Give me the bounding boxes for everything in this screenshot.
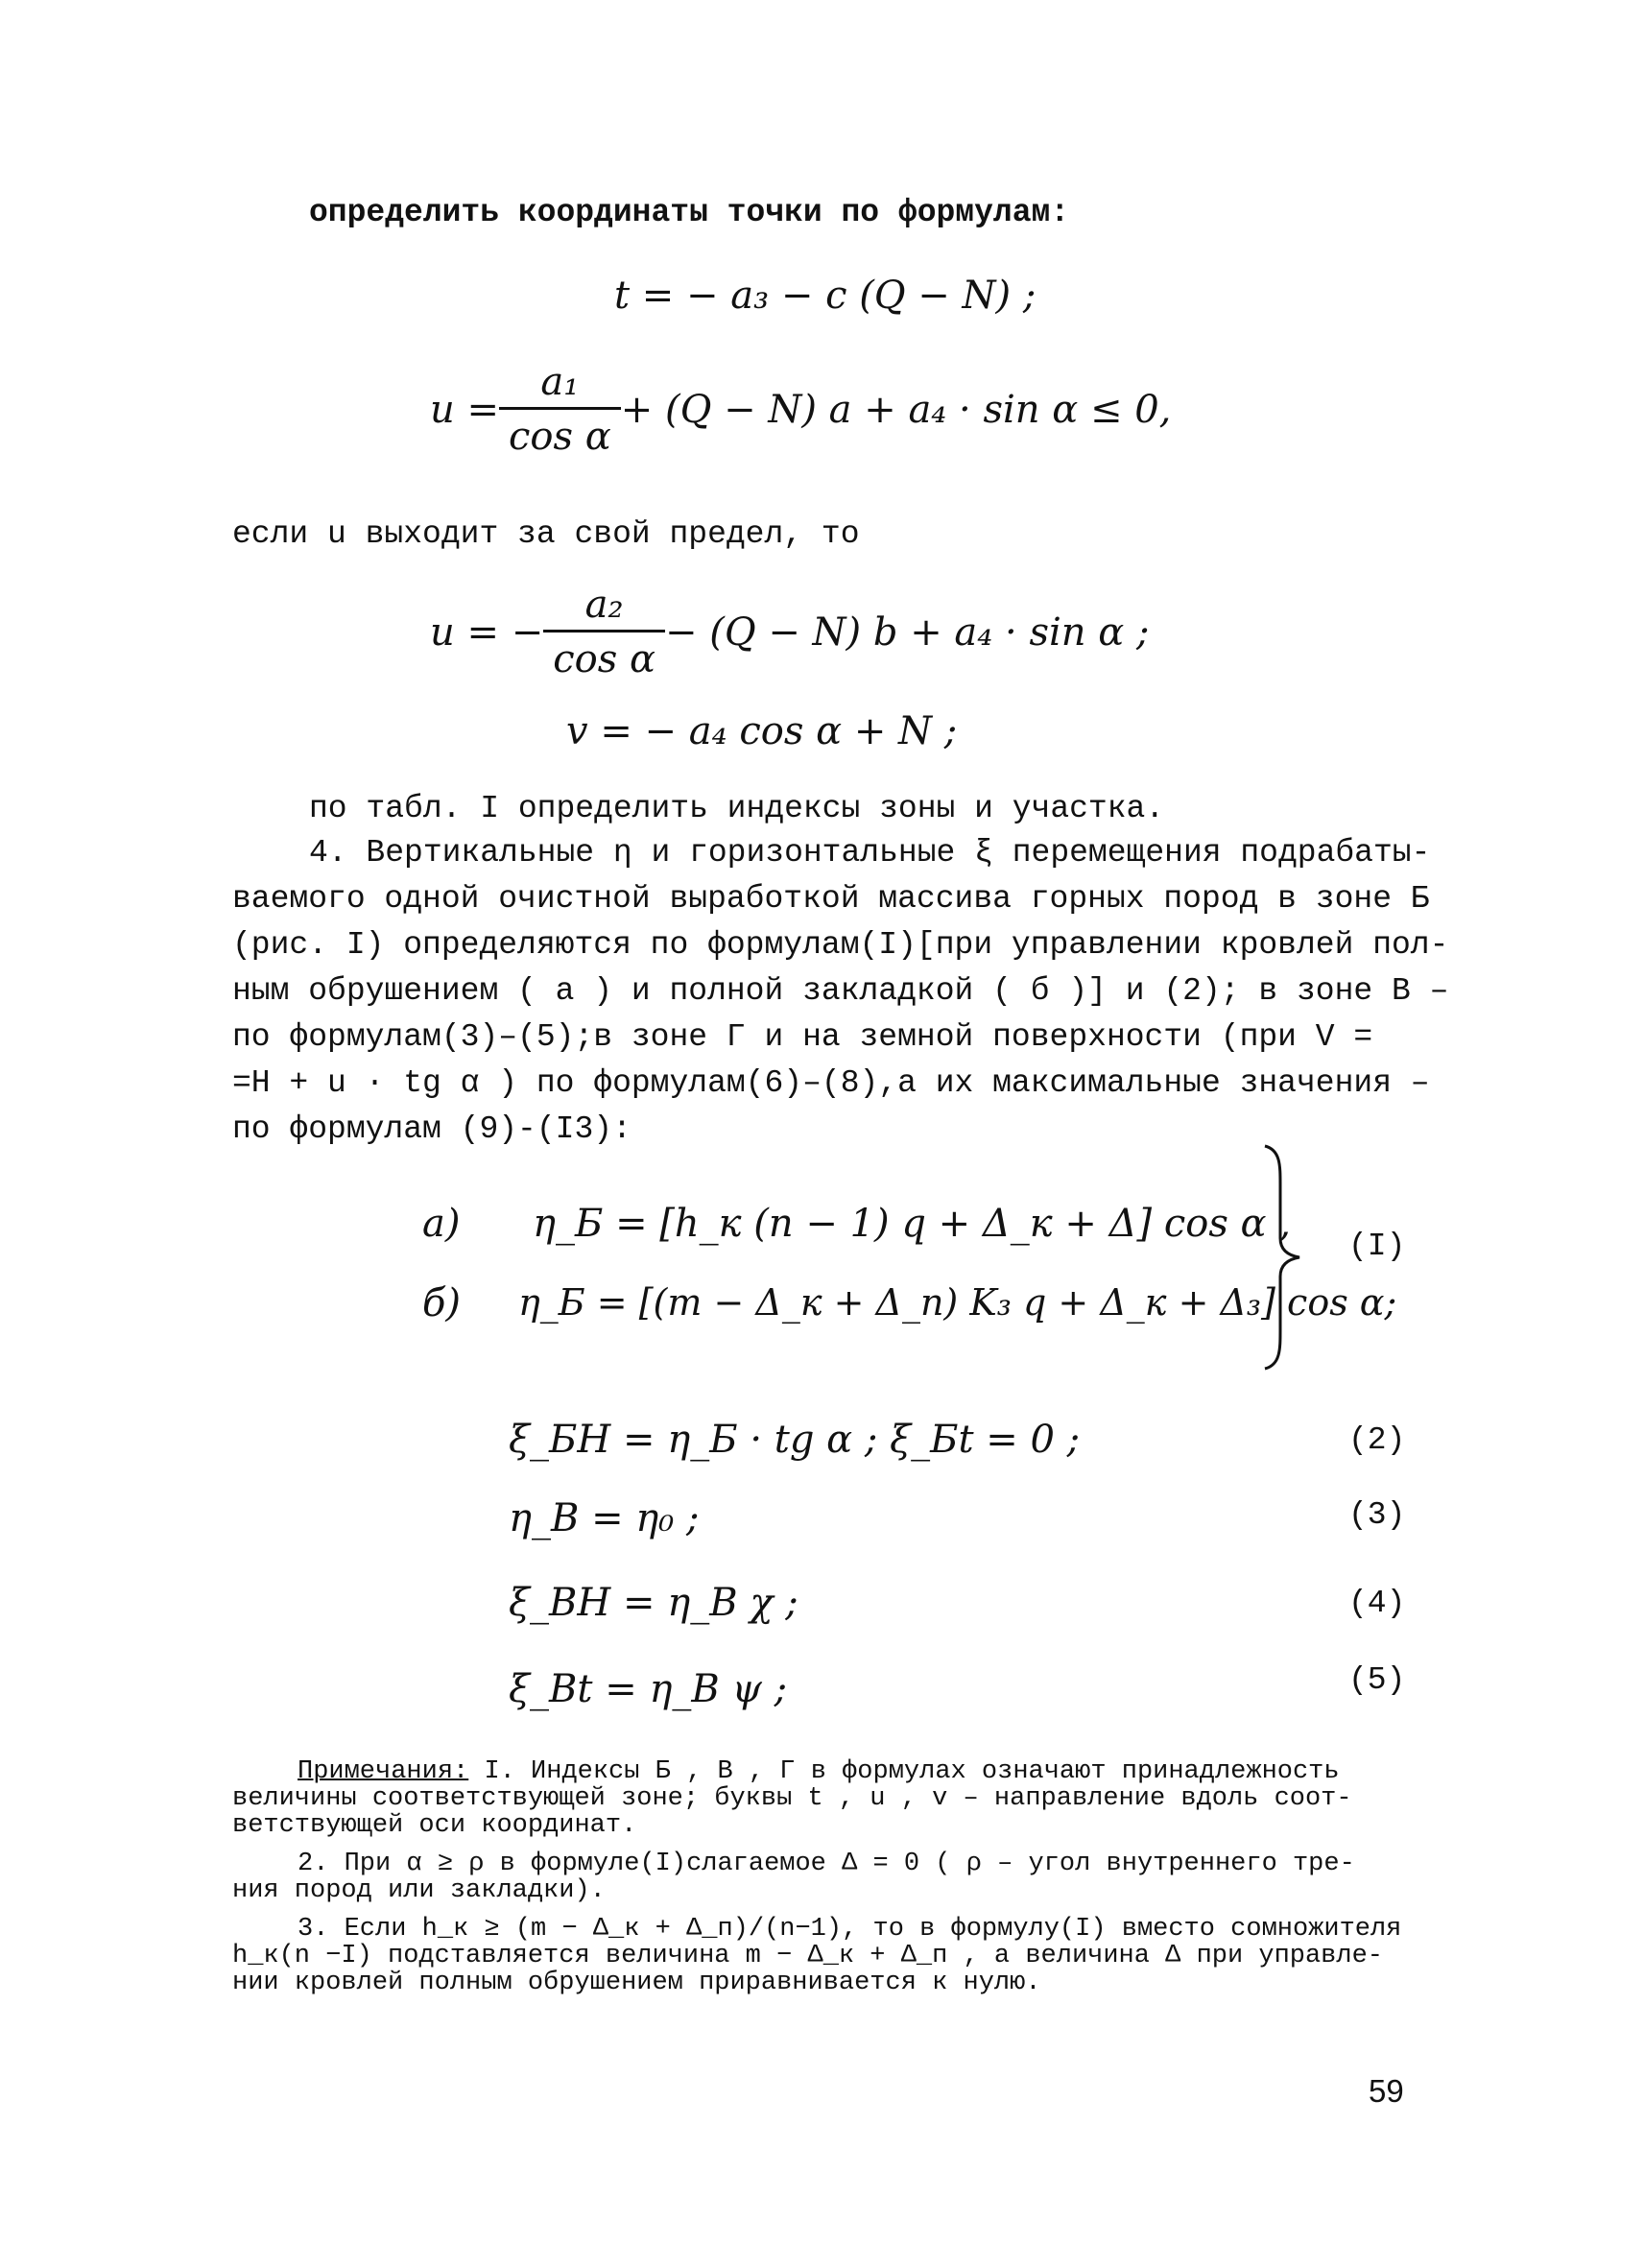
para4-line-3: (рис. I) определяются по формулам(I)[при управлении кровлей пол- <box>232 927 1449 963</box>
equation-u2-numerator: a₂ <box>584 583 624 627</box>
limit-line: если u выходит за свой предел, то <box>232 516 860 552</box>
equation-u1 <box>430 360 1172 459</box>
equation-2: ξ_БН = η_Б · tg α ; ξ_Бt = 0 ; <box>509 1418 1081 1462</box>
equation-u1-fraction <box>499 360 621 459</box>
intro-line: определить координаты точки по формулам: <box>309 195 1070 230</box>
note3-line-1: 3. Если h_к ≥ (m − Δ_к + Δ_п)/(n−1), то в формулу(I) вместо сомножителя <box>298 1915 1402 1944</box>
equation-u1-rhs: + (Q − N) a + a₄ · sin α ≤ 0, <box>620 387 1172 432</box>
equation-5-number: (5) <box>1348 1662 1406 1698</box>
equation-u2-fraction <box>543 585 665 679</box>
para4-line-5: по формулам(3)–(5);в зоне Г и на земной поверхности (при V = <box>232 1019 1373 1055</box>
equation-u2-lhs: u = − <box>430 609 544 655</box>
note3-line-3: нии кровлей полным обрушением приравнивается к нулю. <box>232 1969 1041 1997</box>
equation-5: ξ_Вt = η_В ψ ; <box>509 1667 788 1711</box>
system-number: (I) <box>1348 1229 1406 1264</box>
note1-line-3: ветствующей оси координат. <box>232 1811 637 1840</box>
note2-line-2: ния пород или закладки). <box>232 1876 606 1905</box>
equation-t: t = − a₃ − c (Q − N) ; <box>614 274 1036 318</box>
system-b-label: б) <box>422 1281 462 1325</box>
para4-line-7: по формулам (9)-(I3): <box>232 1111 631 1147</box>
equation-u1-denominator: cos α <box>499 407 621 456</box>
equation-u1-lhs: u = <box>430 387 499 432</box>
note1-line-2: величины соответствующей зоне; буквы t , u , v – направление вдоль соот- <box>232 1784 1352 1813</box>
equation-u2 <box>430 585 1149 679</box>
equation-4: ξ_ВН = η_В χ ; <box>509 1581 798 1625</box>
para4-line-4: ным обрушением ( а ) и полной закладкой ( б )] и (2); в зоне В – <box>232 973 1449 1009</box>
system-b-equation: η_Б = [(m − Δ_к + Δ_п) K₃ q + Δ_к + Δ₃] cos α; <box>518 1281 1397 1324</box>
page-number: 59 <box>1369 2073 1404 2109</box>
notes-line-1 <box>298 1758 1340 1785</box>
para4-line-6: =H + u · tg α ) по формулам(6)–(8),а их максимальные значения – <box>232 1065 1430 1101</box>
notes-heading: Примечания: <box>298 1757 469 1786</box>
system-a-equation: η_Б = [h_к (n − 1) q + Δ_к + Δ] cos α , <box>533 1202 1291 1246</box>
system-a-label: а) <box>422 1202 461 1246</box>
equation-3: η_В = η₀ ; <box>509 1496 700 1540</box>
equation-2-number: (2) <box>1348 1422 1406 1458</box>
note1-line-1: I. Индексы Б , В , Г в формулах означают принадлежность <box>484 1757 1340 1786</box>
para4-line-1: 4. Вертикальные η и горизонтальные ξ перемещения подрабаты- <box>309 835 1431 871</box>
equation-u2-denominator: cos α <box>543 630 665 679</box>
right-brace-icon <box>1259 1142 1307 1373</box>
equation-3-number: (3) <box>1348 1497 1406 1533</box>
para4-line-2: ваемого одной очистной выработкой массива горных пород в зоне Б <box>232 881 1430 917</box>
equation-u2-rhs: − (Q − N) b + a₄ · sin α ; <box>664 609 1150 655</box>
equation-v: v = − a₄ cos α + N ; <box>566 709 958 753</box>
table-line: по табл. I определить индексы зоны и участка. <box>309 791 1165 826</box>
note3-line-2: h_к(n −I) подставляется величина m − Δ_к + Δ_п , а величина Δ при управле- <box>232 1942 1383 1970</box>
equation-4-number: (4) <box>1348 1586 1406 1621</box>
note2-line-1: 2. При α ≥ ρ в формуле(I)слагаемое Δ = 0 ( ρ – угол внутреннего тре- <box>298 1850 1355 1878</box>
equation-u1-numerator: a₁ <box>540 360 580 404</box>
